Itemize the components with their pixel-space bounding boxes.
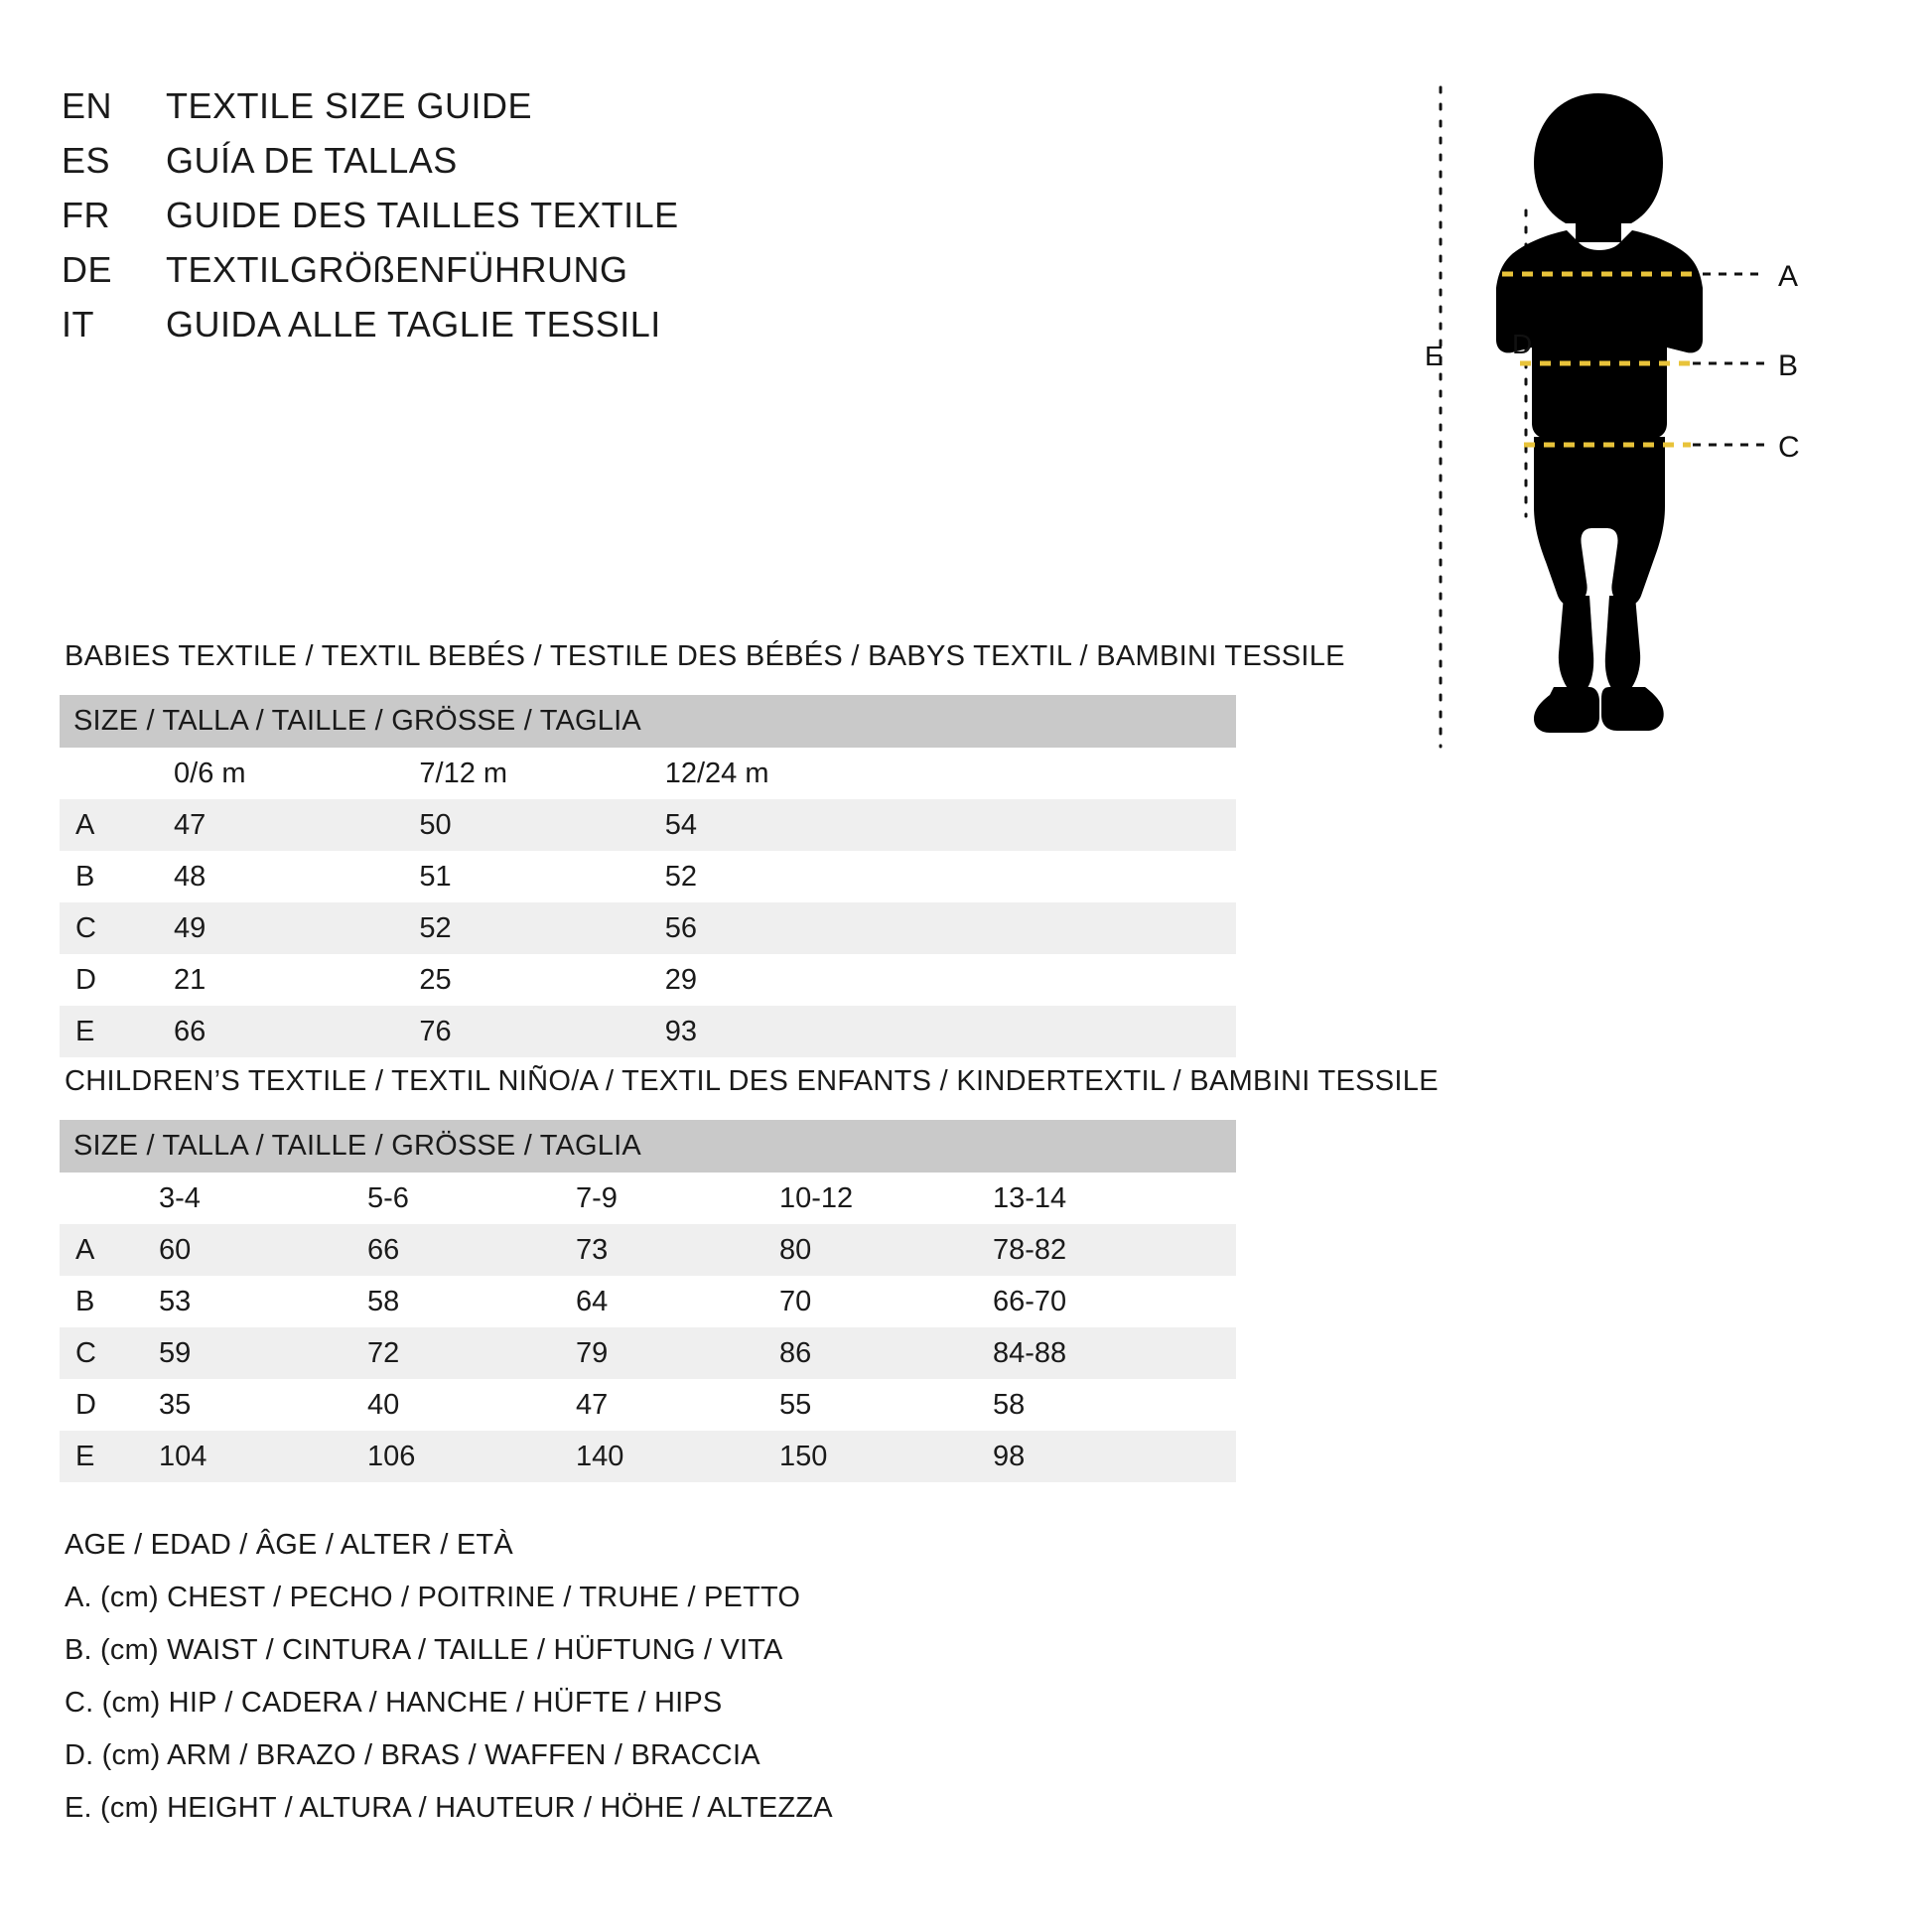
table-row: [60, 1276, 1236, 1327]
children-row-label-c: C: [60, 1327, 159, 1379]
children-cell-b-1: 58: [367, 1276, 576, 1327]
children-cell-c-4: 84-88: [993, 1327, 1236, 1379]
babies-row-label-c: C: [60, 902, 174, 954]
legend-age: AGE / EDAD / ÂGE / ALTER / ETÀ: [65, 1529, 513, 1561]
language-code-es: ES: [62, 140, 111, 181]
babies-column-1: 7/12 m: [419, 748, 664, 799]
babies-column-0: 0/6 m: [174, 748, 419, 799]
language-text-it: GUIDA ALLE TAGLIE TESSILI: [166, 304, 661, 345]
babies-cell-d-0: 21: [174, 954, 419, 1006]
figure-marker-b: B: [1778, 349, 1799, 382]
children-cell-a-0: 60: [159, 1224, 367, 1276]
children-column-4: 13-14: [993, 1173, 1236, 1224]
language-header: [62, 85, 955, 358]
children-cell-c-1: 72: [367, 1327, 576, 1379]
children-cell-b-2: 64: [576, 1276, 779, 1327]
children-column-3: 10-12: [779, 1173, 993, 1224]
table-row: [60, 1327, 1236, 1379]
babies-cell-d-2: 29: [665, 954, 1236, 1006]
babies-row-label-d: D: [60, 954, 174, 1006]
table-row: [60, 1224, 1236, 1276]
children-size-header: SIZE / TALLA / TAILLE / GRÖSSE / TAGLIA: [60, 1120, 1236, 1173]
children-cell-e-3: 150: [779, 1431, 993, 1482]
babies-column-header-row: [60, 748, 1236, 799]
babies-cell-e-2: 93: [665, 1006, 1236, 1057]
children-cell-c-0: 59: [159, 1327, 367, 1379]
language-code-en: EN: [62, 85, 113, 126]
children-cell-e-1: 106: [367, 1431, 576, 1482]
measurement-legend: [65, 1529, 1157, 1845]
legend-item-b: B. (cm) WAIST / CINTURA / TAILLE / HÜFTUNG / VITA: [65, 1634, 783, 1666]
children-cell-d-2: 47: [576, 1379, 779, 1431]
babies-row-label-e: E: [60, 1006, 174, 1057]
legend-item-a: A. (cm) CHEST / PECHO / POITRINE / TRUHE / PETTO: [65, 1582, 801, 1613]
legend-item-e: E. (cm) HEIGHT / ALTURA / HAUTEUR / HÖHE / ALTEZZA: [65, 1792, 833, 1824]
children-row-label-b: B: [60, 1276, 159, 1327]
children-cell-a-2: 73: [576, 1224, 779, 1276]
language-code-it: IT: [62, 304, 94, 345]
table-row: [60, 1431, 1236, 1482]
babies-cell-c-2: 56: [665, 902, 1236, 954]
table-row: [60, 851, 1236, 902]
language-row-es: [62, 140, 955, 195]
babies-cell-a-2: 54: [665, 799, 1236, 851]
babies-cell-c-0: 49: [174, 902, 419, 954]
measurement-figure: [1405, 79, 1871, 755]
language-text-es: GUÍA DE TALLAS: [166, 140, 458, 181]
children-row-label-e: E: [60, 1431, 159, 1482]
table-row: [60, 799, 1236, 851]
language-text-fr: GUIDE DES TAILLES TEXTILE: [166, 195, 679, 235]
children-cell-e-0: 104: [159, 1431, 367, 1482]
children-cell-a-1: 66: [367, 1224, 576, 1276]
language-row-it: [62, 304, 955, 358]
children-cell-e-2: 140: [576, 1431, 779, 1482]
children-cell-a-3: 80: [779, 1224, 993, 1276]
babies-row-label-b: B: [60, 851, 174, 902]
children-cell-c-3: 86: [779, 1327, 993, 1379]
table-row: [60, 1379, 1236, 1431]
children-cell-d-0: 35: [159, 1379, 367, 1431]
babies-cell-d-1: 25: [419, 954, 664, 1006]
children-column-header-row: [60, 1173, 1236, 1224]
table-row: [60, 1006, 1236, 1057]
children-column-1: 5-6: [367, 1173, 576, 1224]
language-row-en: [62, 85, 955, 140]
babies-cell-a-0: 47: [174, 799, 419, 851]
children-cell-d-1: 40: [367, 1379, 576, 1431]
figure-marker-e: E: [1425, 341, 1444, 371]
babies-cell-c-1: 52: [419, 902, 664, 954]
language-code-fr: FR: [62, 195, 110, 235]
babies-cell-b-0: 48: [174, 851, 419, 902]
babies-cell-b-2: 52: [665, 851, 1236, 902]
children-row-label-d: D: [60, 1379, 159, 1431]
babies-corner-cell: [60, 748, 174, 799]
babies-cell-e-1: 76: [419, 1006, 664, 1057]
language-code-de: DE: [62, 249, 113, 290]
legend-item-d: D. (cm) ARM / BRAZO / BRAS / WAFFEN / BRACCIA: [65, 1739, 760, 1771]
language-row-fr: [62, 195, 955, 249]
children-cell-a-4: 78-82: [993, 1224, 1236, 1276]
children-cell-d-3: 55: [779, 1379, 993, 1431]
legend-item-c: C. (cm) HIP / CADERA / HANCHE / HÜFTE / HIPS: [65, 1687, 723, 1719]
table-row: [60, 902, 1236, 954]
babies-cell-b-1: 51: [419, 851, 664, 902]
babies-section-title: BABIES TEXTILE / TEXTIL BEBÉS / TESTILE DES BÉBÉS / BABYS TEXTIL / BAMBINI TESSILE: [65, 640, 1345, 672]
babies-row-label-a: A: [60, 799, 174, 851]
children-cell-b-0: 53: [159, 1276, 367, 1327]
figure-marker-a: A: [1778, 260, 1799, 293]
figure-marker-d: D: [1512, 329, 1533, 359]
children-cell-b-4: 66-70: [993, 1276, 1236, 1327]
children-cell-d-4: 58: [993, 1379, 1236, 1431]
children-column-0: 3-4: [159, 1173, 367, 1224]
table-row: [60, 954, 1236, 1006]
babies-size-header: SIZE / TALLA / TAILLE / GRÖSSE / TAGLIA: [60, 695, 1236, 748]
children-cell-e-4: 98: [993, 1431, 1236, 1482]
children-row-label-a: A: [60, 1224, 159, 1276]
children-cell-b-3: 70: [779, 1276, 993, 1327]
children-corner-cell: [60, 1173, 159, 1224]
babies-cell-a-1: 50: [419, 799, 664, 851]
children-cell-c-2: 79: [576, 1327, 779, 1379]
children-column-2: 7-9: [576, 1173, 779, 1224]
language-text-en: TEXTILE SIZE GUIDE: [166, 85, 533, 126]
babies-column-2: 12/24 m: [665, 748, 1236, 799]
language-row-de: [62, 249, 955, 304]
babies-size-table: [60, 695, 1236, 1057]
children-section-title: CHILDREN’S TEXTILE / TEXTIL NIÑO/A / TEXTIL DES ENFANTS / KINDERTEXTIL / BAMBINI TESSILE: [65, 1065, 1439, 1097]
children-size-table: [60, 1120, 1236, 1482]
babies-cell-e-0: 66: [174, 1006, 419, 1057]
figure-marker-c: C: [1778, 431, 1800, 464]
language-text-de: TEXTILGRÖßENFÜHRUNG: [166, 249, 628, 290]
